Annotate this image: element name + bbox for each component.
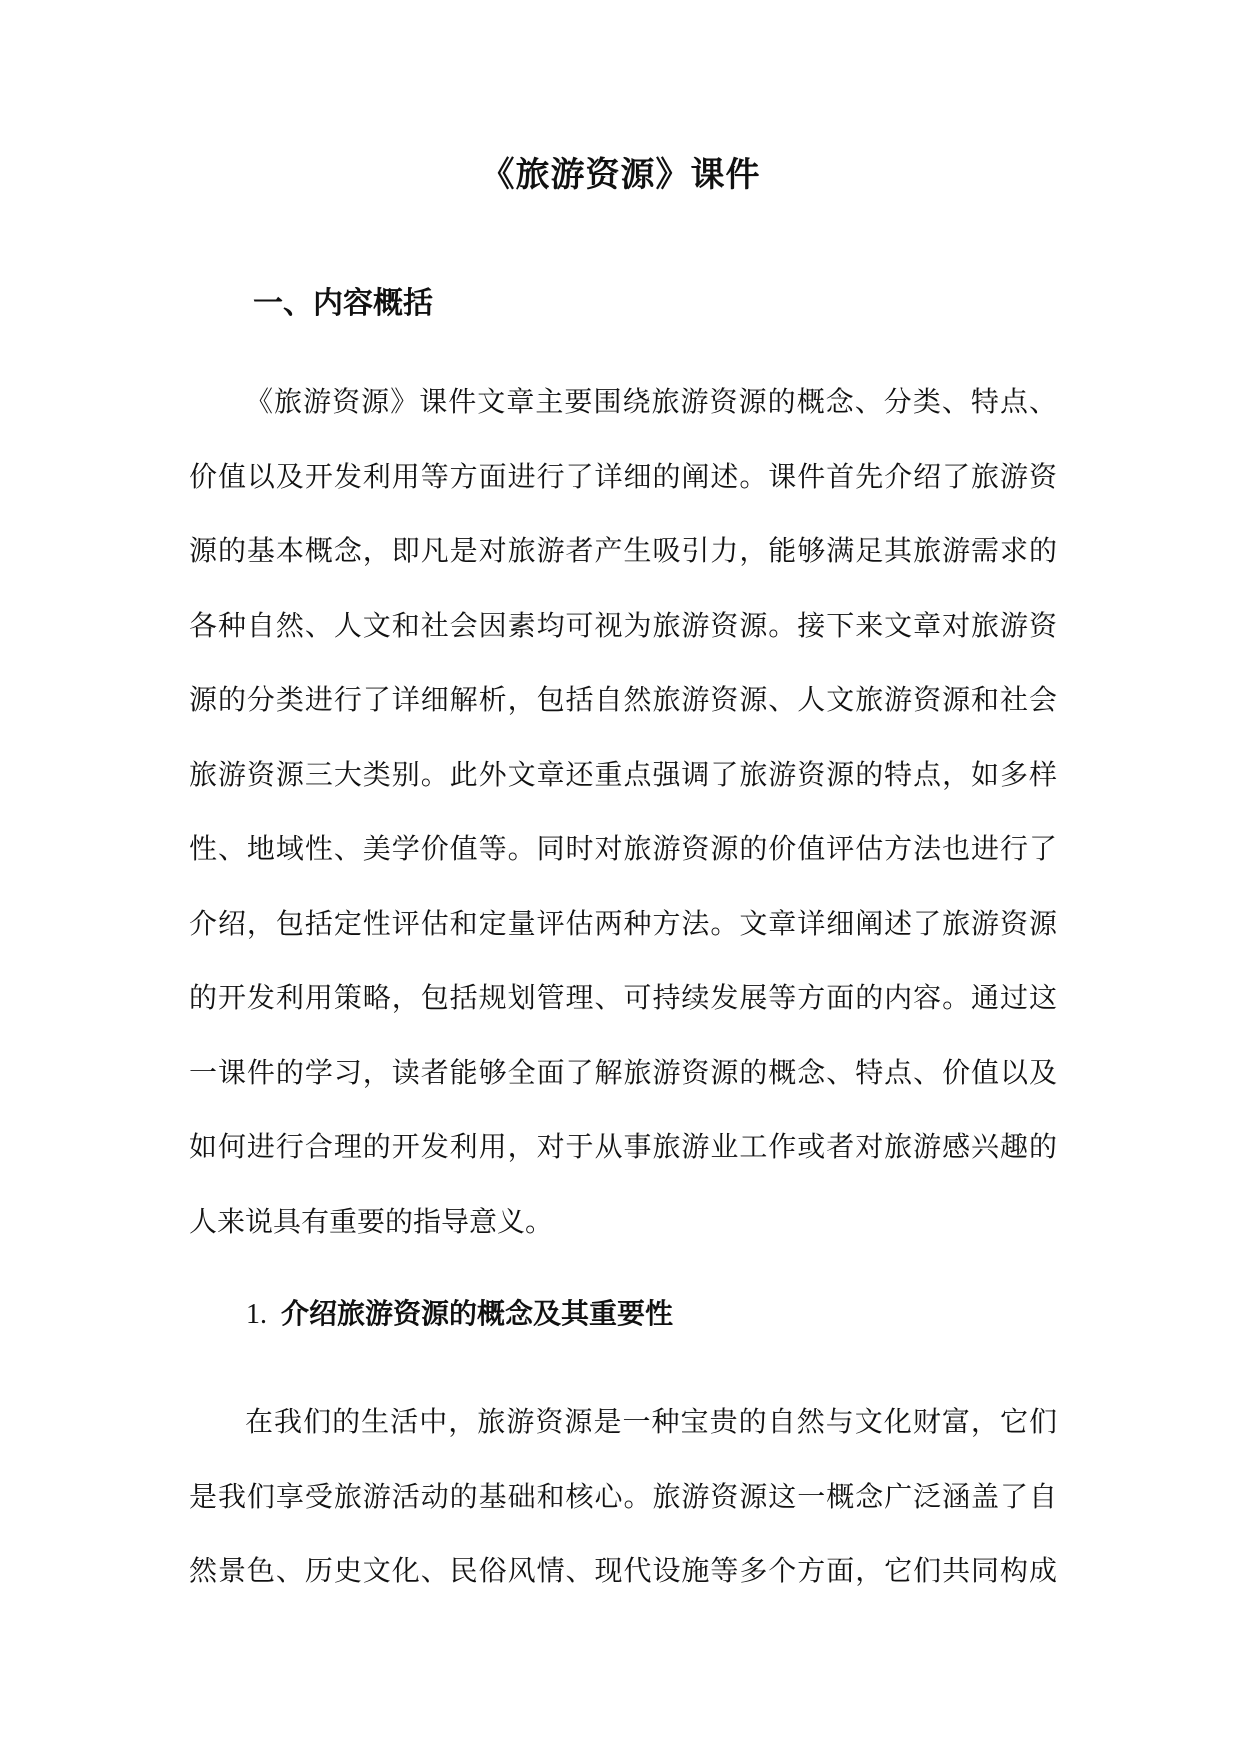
subsection-paragraph xyxy=(189,1385,1057,1609)
paragraph-line: 性、地域性、美学价值等。同时对旅游资源的价值评估方法也进行了 xyxy=(189,832,1057,865)
paragraph-line: 源的分类进行了详细解析，包括自然旅游资源、人文旅游资源和社会 xyxy=(189,683,1057,716)
paragraph-line: 《旅游资源》课件文章主要围绕旅游资源的概念、分类、特点、 xyxy=(245,385,1057,418)
paragraph-line: 如何进行合理的开发利用，对于从事旅游业工作或者对旅游感兴趣的 xyxy=(189,1130,1057,1163)
subsection-heading xyxy=(246,1292,673,1337)
paragraph-line: 介绍，包括定性评估和定量评估两种方法。文章详细阐述了旅游资源 xyxy=(189,906,1057,940)
subsection-title: 介绍旅游资源的概念及其重要性 xyxy=(281,1297,674,1330)
paragraph-line: 在我们的生活中，旅游资源是一种宝贵的自然与文化财富，它们 xyxy=(245,1405,1057,1438)
paragraph-line: 人来说具有重要的指导意义。 xyxy=(189,1204,554,1238)
paragraph-line: 价值以及开发利用等方面进行了详细的阐述。课件首先介绍了旅游资 xyxy=(189,459,1057,493)
section-paragraph xyxy=(189,365,1057,1259)
section-heading: 一、内容概括 xyxy=(253,286,433,321)
subsection-number: 1. xyxy=(246,1299,267,1330)
paragraph-line: 源的基本概念，即凡是对旅游者产生吸引力，能够满足其旅游需求的 xyxy=(189,534,1057,567)
paragraph-line: 一课件的学习，读者能够全面了解旅游资源的概念、特点、价值以及 xyxy=(189,1055,1057,1089)
paragraph-line: 旅游资源三大类别。此外文章还重点强调了旅游资源的特点，如多样 xyxy=(189,757,1057,791)
paragraph-line: 的开发利用策略，包括规划管理、可持续发展等方面的内容。通过这 xyxy=(189,981,1057,1014)
paragraph-line: 各种自然、人文和社会因素均可视为旅游资源。接下来文章对旅游资 xyxy=(189,608,1057,642)
paragraph-line: 是我们享受旅游活动的基础和核心。旅游资源这一概念广泛涵盖了自 xyxy=(189,1479,1057,1513)
paragraph-line: 然景色、历史文化、民俗风情、现代设施等多个方面，它们共同构成 xyxy=(189,1554,1057,1587)
document-title: 《旅游资源》课件 xyxy=(480,155,761,195)
